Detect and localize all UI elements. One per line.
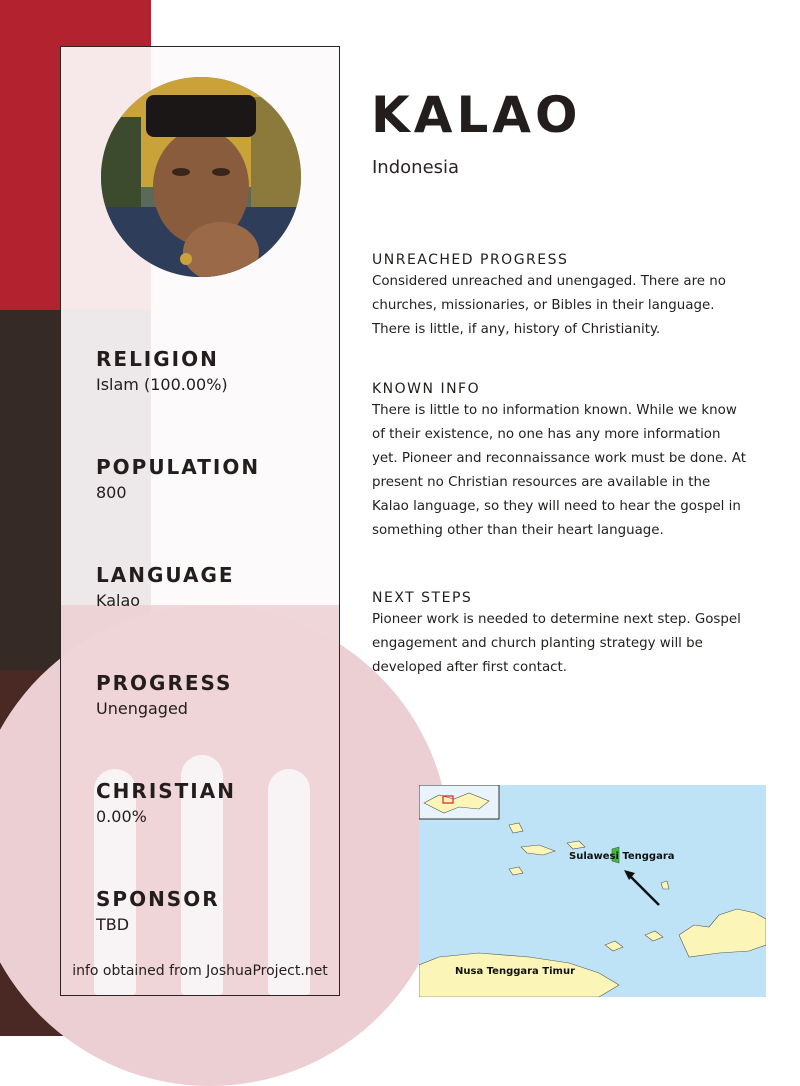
body-line: yet. Pioneer and reconnaissance work must be done. At — [372, 451, 746, 466]
language-field — [96, 563, 235, 610]
portrait-photo — [101, 77, 301, 277]
christian-field — [96, 779, 236, 826]
body-line: There is little to no information known. While we know — [372, 403, 737, 418]
body-line: Considered unreached and unengaged. There are no — [372, 274, 726, 289]
next-steps-section — [372, 590, 752, 680]
unreached-progress-section — [372, 252, 752, 342]
body-line: present no Christian resources are available in the — [372, 475, 711, 490]
body-line: developed after first contact. — [372, 660, 568, 675]
country-name: Indonesia — [372, 157, 460, 178]
section-body — [372, 399, 752, 543]
body-line: engagement and church planting strategy will be — [372, 636, 703, 651]
source-footnote: info obtained from JoshuaProject.net — [72, 963, 328, 979]
section-heading: KNOWN INFO — [372, 381, 481, 397]
religion-label: RELIGION — [96, 347, 219, 371]
decorative-pillar — [268, 769, 310, 995]
map-label-sulawesi: Sulawesi Tenggara — [569, 851, 675, 862]
religion-field — [96, 347, 228, 394]
christian-label: CHRISTIAN — [96, 779, 236, 803]
section-heading: UNREACHED PROGRESS — [372, 252, 569, 268]
body-line: Kalao language, so they will need to hear the gospel in — [372, 499, 741, 514]
sponsor-label: SPONSOR — [96, 887, 220, 911]
body-line: There is little, if any, history of Christianity. — [372, 322, 661, 337]
body-line: churches, missionaries, or Bibles in their language. — [372, 298, 715, 313]
progress-value: Unengaged — [96, 699, 188, 718]
sponsor-field — [96, 887, 220, 934]
population-field — [96, 455, 260, 502]
location-map — [419, 785, 766, 997]
religion-value: Islam (100.00%) — [96, 375, 228, 394]
body-line: something other than their heart language. — [372, 523, 664, 538]
profile-card — [60, 46, 340, 996]
section-body — [372, 608, 752, 680]
population-value: 800 — [96, 483, 127, 502]
language-label: LANGUAGE — [96, 563, 235, 587]
body-line: of their existence, no one has any more information — [372, 427, 721, 442]
progress-field — [96, 671, 232, 718]
language-value: Kalao — [96, 591, 141, 610]
map-label-nusa-tenggara: Nusa Tenggara Timur — [455, 966, 576, 977]
section-body — [372, 270, 752, 342]
known-info-section — [372, 381, 752, 543]
sponsor-value: TBD — [96, 915, 130, 934]
population-label: POPULATION — [96, 455, 261, 479]
body-line: Pioneer work is needed to determine next step. Gospel — [372, 612, 741, 627]
progress-label: PROGRESS — [96, 671, 233, 695]
christian-value: 0.00% — [96, 807, 147, 826]
section-heading: NEXT STEPS — [372, 590, 473, 606]
people-group-title: KALAO — [371, 86, 582, 144]
